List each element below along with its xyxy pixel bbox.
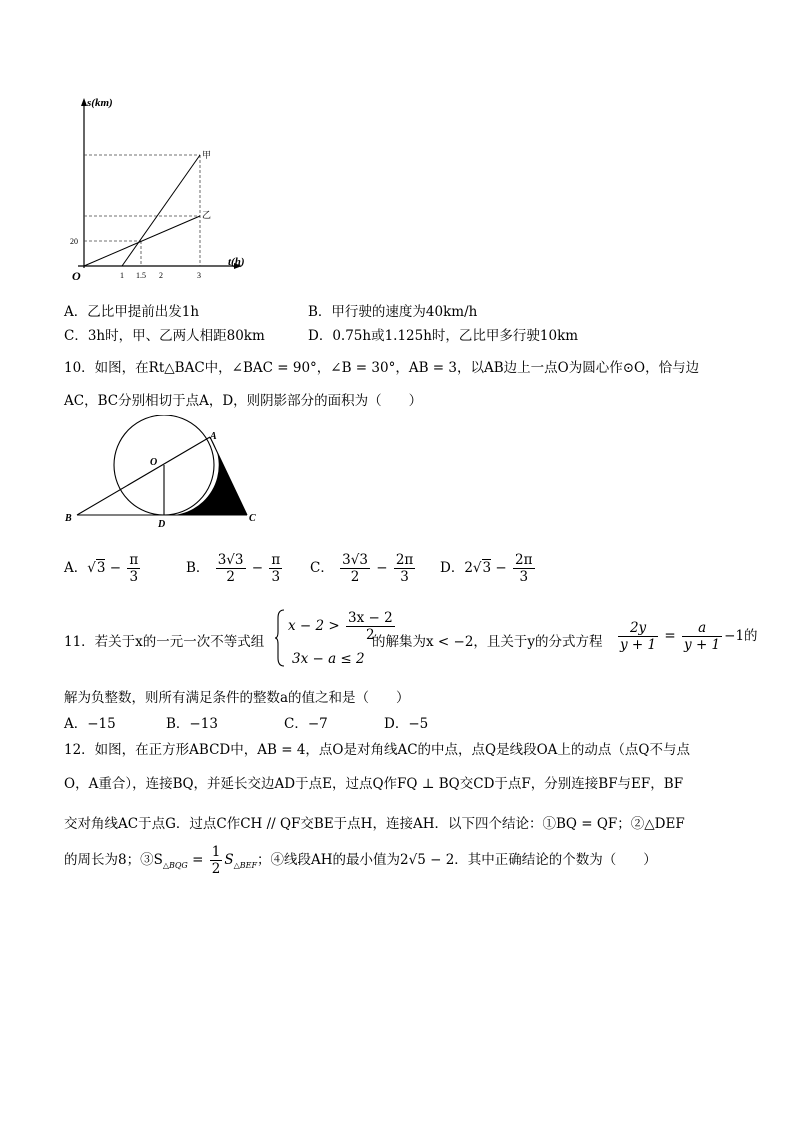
- q11-stem-line2: 解为负整数，则所有满足条件的整数a的值之和是（ ）: [64, 690, 410, 706]
- x-axis-label: t(h): [228, 256, 245, 268]
- q10-option-d[interactable]: D．2√3 − $\frac{2\pi}{3}$: [440, 552, 533, 585]
- line-jia: [122, 155, 200, 266]
- q10-stem-line2: AC，BC分别相切于点A，D，则阴影部分的面积为（ ）: [64, 393, 423, 409]
- point-o-label: O: [150, 457, 158, 468]
- distance-time-graph: [60, 90, 260, 290]
- origin-label: O: [72, 269, 81, 283]
- shaded-region: [164, 437, 247, 515]
- y-tick-20: 20: [70, 237, 78, 246]
- q11-brace: [274, 608, 286, 668]
- q9-option-c[interactable]: C．3h时，甲、乙两人相距80km: [64, 328, 265, 344]
- q11-option-b[interactable]: B．−13: [166, 716, 218, 732]
- line-yi-label: 乙: [202, 210, 212, 220]
- x-tick-1: 1: [120, 271, 124, 280]
- point-c-label: C: [249, 513, 256, 524]
- y-axis-label: s(km): [87, 97, 113, 109]
- q11-inequality-1: x − 2 > $\frac{3x - 2}{2}$: [288, 610, 393, 643]
- q11-stem-prefix: 11．若关于x的一元一次不等式组: [64, 634, 265, 650]
- q10-option-b[interactable]: B． $\frac{3√3}{2}$ − $\frac{\pi}{3}$: [186, 552, 281, 585]
- q12-stem-line1: 12．如图，在正方形ABCD中，AB = 4，点O是对角线AC的中点，点Q是线段OA上的动点（点Q不与点: [64, 742, 691, 758]
- q10-figure: [60, 415, 270, 530]
- x-tick-2: 2: [159, 271, 163, 280]
- q9-option-a[interactable]: A．乙比甲提前出发1h: [64, 304, 200, 320]
- q11-stem-middle: 的解集为x < −2，且关于y的分式方程: [372, 634, 603, 650]
- q12-stem-line3: 交对角线AC于点G．过点C作CH // QF交BE于点H，连接AH．以下四个结论：①BQ = QF；②△DEF: [64, 816, 685, 832]
- x-tick-3: 3: [197, 271, 201, 280]
- q9-option-b[interactable]: B．甲行驶的速度为40km/h: [308, 304, 478, 320]
- x-tick-1-5: 1.5: [136, 271, 146, 280]
- q11-inequality-2: 3x − a ≤ 2: [292, 651, 365, 667]
- segment-ba: [77, 437, 210, 515]
- q11-option-a[interactable]: A．−15: [64, 716, 116, 732]
- q9-option-d[interactable]: D．0.75h或1.125h时，乙比甲多行驶10km: [308, 328, 579, 344]
- q10-option-a[interactable]: A．√3 − $\frac{\pi}{3}$: [64, 552, 139, 585]
- q11-option-d[interactable]: D．−5: [384, 716, 429, 732]
- q11-equation: $\frac{2y}{y + 1}$ = $\frac{a}{y + 1}$ −1的: [620, 620, 758, 653]
- q10-stem-line1: 10．如图，在Rt△BAC中，∠BAC = 90°，∠B = 30°，AB = 3，以AB边上一点O为圆心作⊙O，恰与边: [64, 360, 700, 376]
- q11-option-c[interactable]: C．−7: [284, 716, 328, 732]
- point-d-label: D: [158, 519, 166, 530]
- q12-stem-line2: O，A重合），连接BQ，并延长交边AD于点E，过点Q作FQ ⊥ BQ交CD于点F，分别连接BF与EF，BF: [64, 776, 684, 792]
- q12-stem-line4: 的周长为8；$③S_{\triangle BQG}$ = $\frac{1}{2}$ $S_{\triangle BEF}$；④线段AH的最小值为2√5 − 2．其中正确结论的个数为（ ）: [64, 844, 657, 877]
- point-b-label: B: [65, 513, 72, 524]
- line-jia-label: 甲: [202, 150, 212, 160]
- point-a-label: A: [210, 431, 217, 442]
- q10-option-c[interactable]: C． $\frac{3√3}{2}$ − $\frac{2\pi}{3}$: [310, 552, 414, 585]
